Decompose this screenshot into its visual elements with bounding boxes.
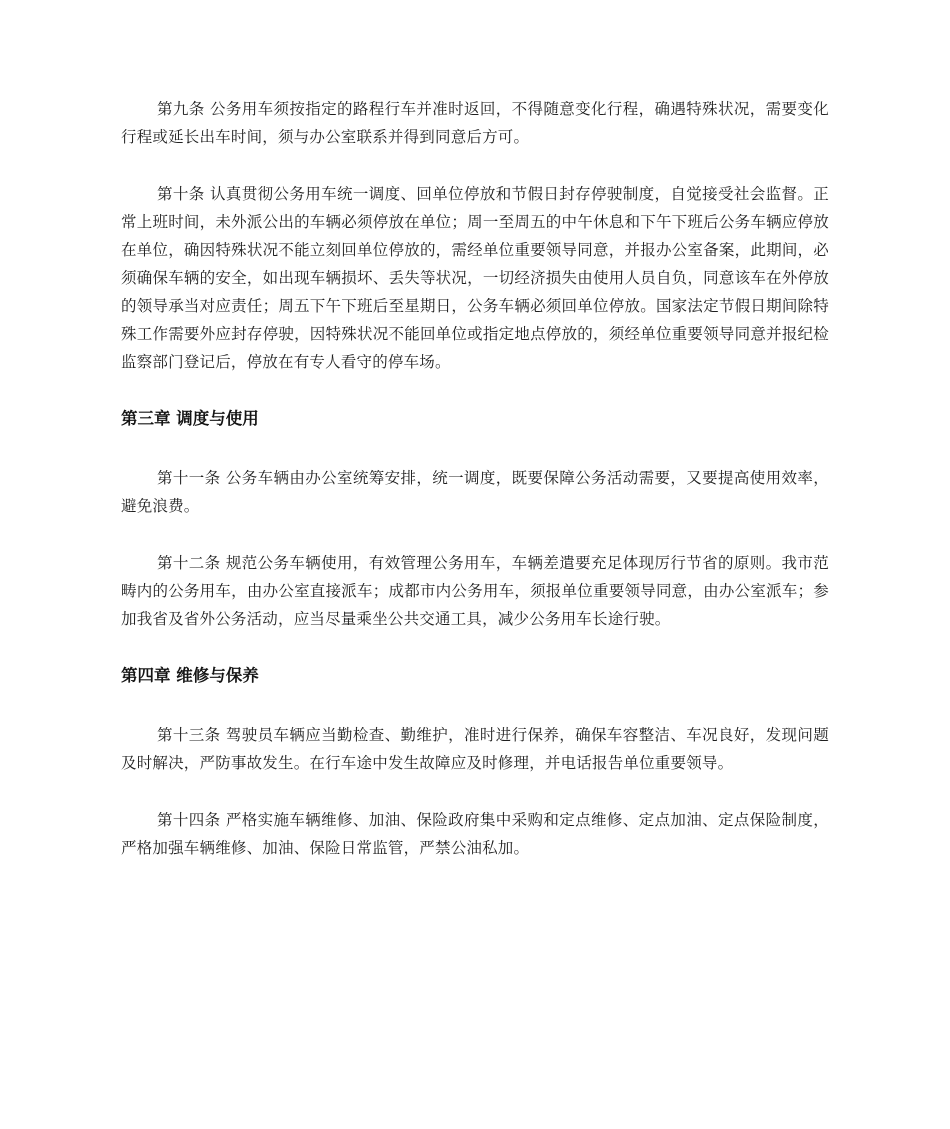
article-14-paragraph: 第十四条 严格实施车辆维修、加油、保险政府集中采购和定点维修、定点加油、定点保险制度，严格加强车辆维修、加油、保险日常监管，严禁公油私加。 [121, 811, 829, 857]
article-11-paragraph: 第十一条 公务车辆由办公室统筹安排，统一调度，既要保障公务活动需要，又要提高使用效率，避免浪费。 [121, 469, 829, 515]
article-10-paragraph: 第十条 认真贯彻公务用车统一调度、回单位停放和节假日封存停驶制度，自觉接受社会监督。正常上班时间，未外派公出的车辆必须停放在单位；周一至周五的中午休息和下午下班后公务车辆应停放在单位，确因特殊状况不能立刻回单位停放的，需经单位重要领导同意，并报办公室备案，此期间，必须确保车辆的安全，如出现车辆损坏、丢失等状况，一切经济损失由使用人员自负，同意该车在外停放的领导承当对应责任；周五下午下班后至星期日，公务车辆必须回单位停放。国家法定节假日期间除特殊工作需要外应封存停驶，因特殊状况不能回单位或指定地点停放的，须经单位重要领导同意并报纪检监察部门登记后，停放在有专人看守的停车场。 [121, 185, 829, 371]
chapter-4-heading: 第四章 维修与保养 [121, 666, 259, 685]
article-13-paragraph: 第十三条 驾驶员车辆应当勤检查、勤维护，准时进行保养，确保车容整洁、车况良好，发现问题及时解决，严防事故发生。在行车途中发生故障应及时修理，并电话报告单位重要领导。 [121, 726, 829, 772]
chapter-3-heading: 第三章 调度与使用 [121, 409, 259, 428]
article-12-paragraph: 第十二条 规范公务车辆使用，有效管理公务用车，车辆差遣要充足体现厉行节省的原则。我市范畴内的公务用车，由办公室直接派车；成都市内公务用车，须报单位重要领导同意，由办公室派车；参加我省及省外公务活动，应当尽量乘坐公共交通工具，减少公务用车长途行驶。 [121, 554, 829, 628]
document-page [121, 95, 829, 891]
article-9-paragraph: 第九条 公务用车须按指定的路程行车并准时返回，不得随意变化行程，确遇特殊状况，需要变化行程或延长出车时间，须与办公室联系并得到同意后方可。 [121, 100, 829, 146]
